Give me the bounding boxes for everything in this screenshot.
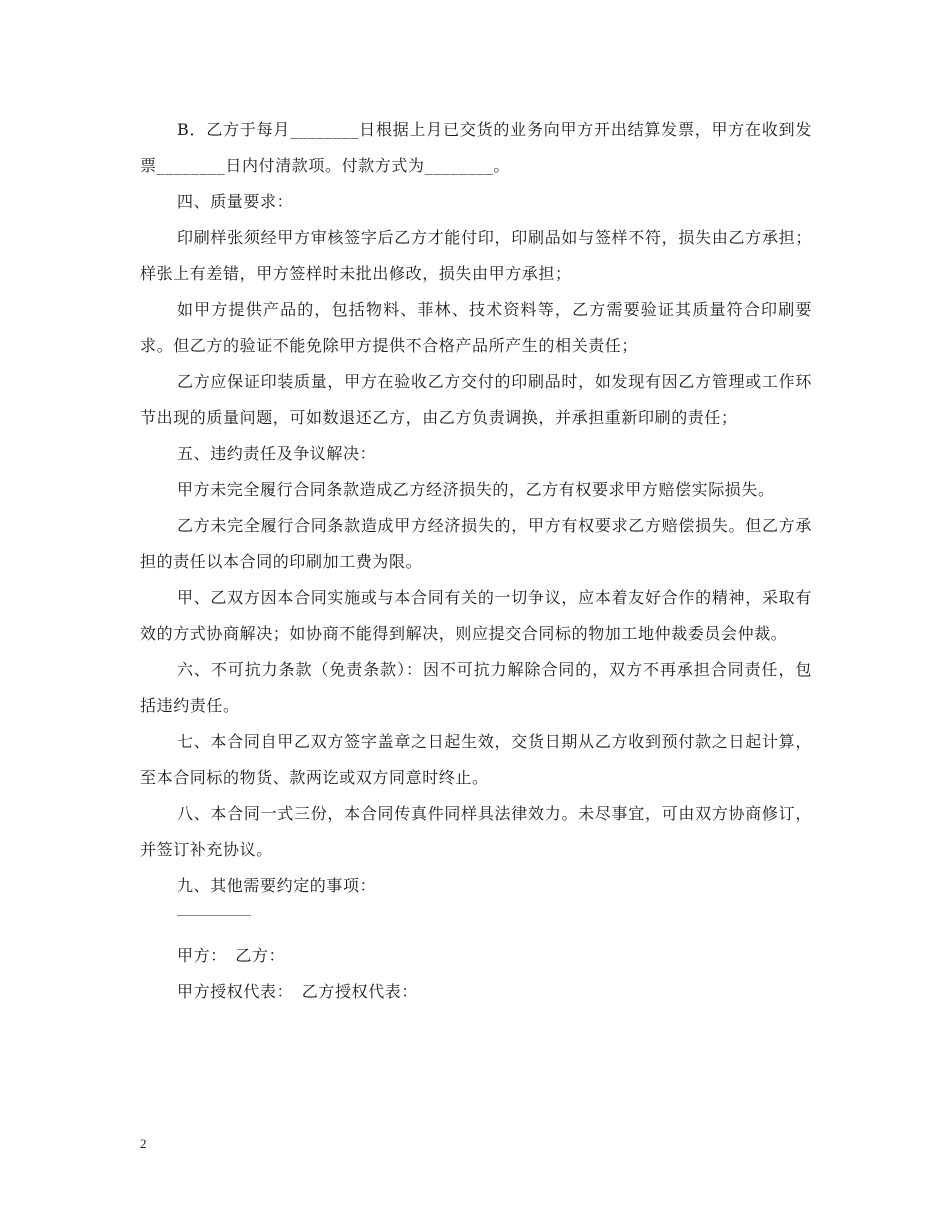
document-body (140, 112, 812, 1010)
quality-clause-proof: 印刷样张须经甲方审核签字后乙方才能付印，印刷品如与签样不符，损失由乙方承担；样张上有差错，甲方签样时未批出修改，损失由甲方承担； (140, 228, 812, 283)
section-heading-quality: 四、质量要求： (177, 192, 294, 211)
signature-representatives: 甲方授权代表： 乙方授权代表： (177, 982, 419, 1001)
quality-clause-printing: 乙方应保证印装质量，甲方在验收乙方交付的印刷品时，如发现有因乙方管理或工作环节出现的质量问题，可如数退还乙方，由乙方负责调换，并承担重新印刷的责任； (140, 372, 812, 427)
other-matters-heading: 九、其他需要约定的事项： (177, 876, 377, 895)
payment-clause-b: B．乙方于每月________日根据上月已交货的业务向甲方开出结算发票，甲方在收到发票________日内付清款项。付款方式为________。 (140, 120, 812, 175)
dispute-clause: 甲、乙双方因本合同实施或与本合同有关的一切争议，应本着友好合作的精神，采取有效的方式协商解决；如协商不能得到解决，则应提交合同标的物加工地仲裁委员会仲裁。 (140, 588, 812, 643)
signature-parties: 甲方： 乙方： (177, 946, 286, 965)
liability-clause-party-b: 乙方未完全履行合同条款造成甲方经济损失的，甲方有权要求乙方赔偿损失。但乙方承担的责任以本合同的印刷加工费为限。 (140, 516, 812, 571)
blank-line-divider (140, 904, 812, 938)
section-heading-liability: 五、违约责任及争议解决： (177, 444, 377, 463)
liability-clause-party-a: 甲方未完全履行合同条款造成乙方经济损失的，乙方有权要求甲方赔偿实际损失。 (177, 480, 775, 499)
copies-clause: 八、本合同一式三份，本合同传真件同样具法律效力。未尽事宜，可由双方协商修订，并签订补充协议。 (140, 804, 812, 859)
effectiveness-clause: 七、本合同自甲乙双方签字盖章之日起生效，交货日期从乙方收到预付款之日起计算，至本合同标的物货、款两讫或双方同意时终止。 (140, 732, 812, 787)
page-number: 2 (140, 1136, 147, 1151)
force-majeure-clause: 六、不可抗力条款（免责条款）：因不可抗力解除合同的，双方不再承担合同责任，包括违约责任。 (140, 660, 812, 715)
quality-clause-materials: 如甲方提供产品的，包括物料、菲林、技术资料等，乙方需要验证其质量符合印刷要求。但乙方的验证不能免除甲方提供不合格产品所产生的相关责任； (140, 300, 812, 355)
